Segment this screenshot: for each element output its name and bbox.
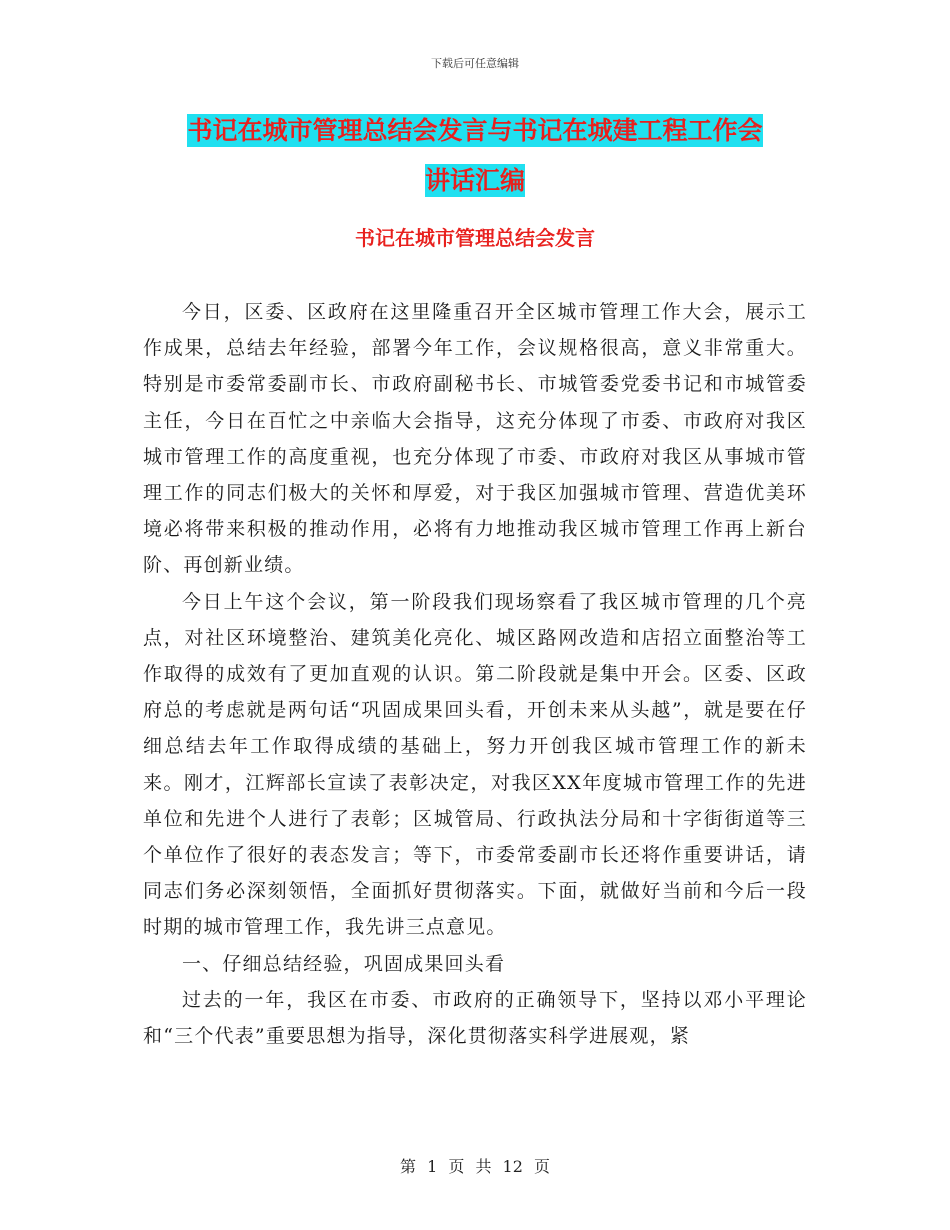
document-title-line-1: 书记在城市管理总结会发言与书记在城建工程工作会 bbox=[187, 116, 763, 145]
document-title-line-2: 讲话汇编 bbox=[424, 166, 525, 195]
header-note: 下载后可任意编辑 bbox=[431, 57, 519, 70]
document-title bbox=[150, 106, 800, 206]
body-heading-1: 一、仔细总结经验，巩固成果回头看 bbox=[181, 952, 506, 975]
page-footer: 第 1 页 共 12 页 bbox=[400, 1157, 550, 1176]
document-body bbox=[143, 294, 807, 1054]
body-paragraph-1: 今日，区委、区政府在这里隆重召开全区城市管理工作大会，展示工作成果，总结去年经验，部署今年工作，会议规格很高，意义非常重大。特别是市委常委副市长、市政府副秘书长、市城管委党委书记和市城管委主任，今日在百忙之中亲临大会指导，这充分体现了市委、市政府对我区城市管理工作的高度重视，也充分体现了市委、市政府对我区从事城市管理工作的同志们极大的关怀和厚爱，对于我区加强城市管理、营造优美环境必将带来积极的推动作用，必将有力地推动我区城市管理工作再上新台阶、再创新业绩。 bbox=[143, 301, 807, 577]
body-paragraph-2: 今日上午这个会议，第一阶段我们现场察看了我区城市管理的几个亮点，对社区环境整治、建筑美化亮化、城区路网改造和店招立面整治等工作取得的成效有了更加直观的认识。第二阶段就是集中开会。区委、区政府总的考虑就是两句话“巩固成果回头看，开创未来从头越”，就是要在仔细总结去年工作取得成绩的基础上，努力开创我区城市管理工作的新未来。刚才，江辉部长宣读了表彰决定，对我区XX年度城市管理工作的先进单位和先进个人进行了表彰；区城管局、行政执法分局和十字街街道等三个单位作了很好的表态发言；等下，市委常委副市长还将作重要讲话，请同志们务必深刻领悟，全面抓好贯彻落实。下面，就做好当前和今后一段时期的城市管理工作，我先讲三点意见。 bbox=[143, 590, 807, 939]
section-title: 书记在城市管理总结会发言 bbox=[355, 226, 595, 250]
body-paragraph-3: 过去的一年，我区在市委、市政府的正确领导下，坚持以邓小平理论和“三个代表”重要思想为指导，深化贯彻落实科学进展观，紧 bbox=[143, 988, 807, 1048]
